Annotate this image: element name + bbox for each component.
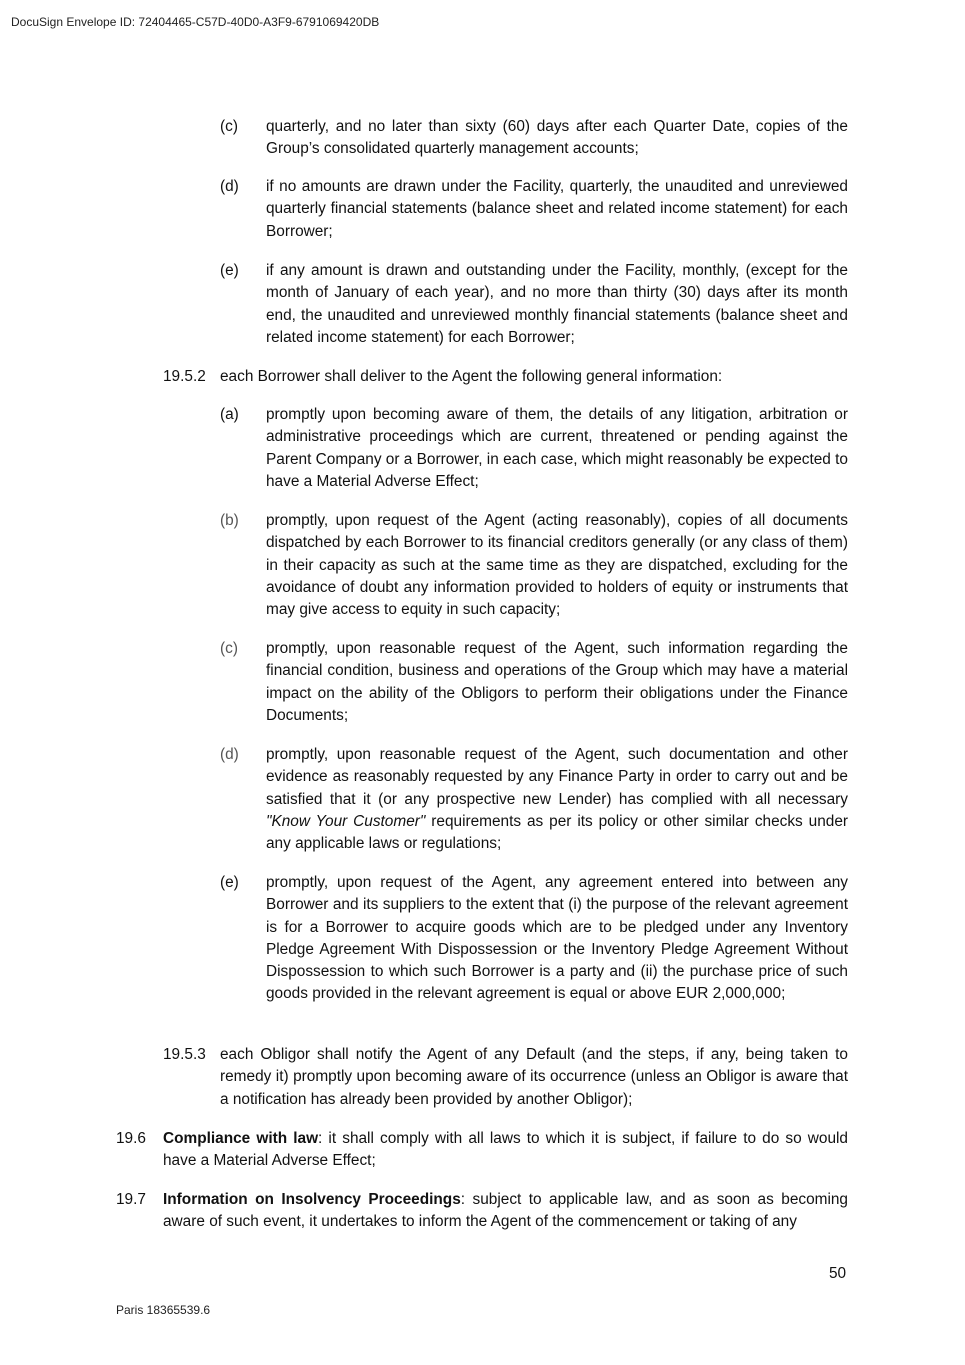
clause-body: : it shall comply with all laws to which it is subject, if failure to do so would have a Material Adverse Effect; [163,1130,848,1170]
item-label: (d) [220,746,239,763]
know-your-customer-term: "Know Your Customer" [266,812,426,830]
document-reference: Paris 18365539.6 [116,1303,211,1317]
clause-body: : subject to applicable law, and as soon as becoming aware of such event, it undertakes to inform the Agent of the commencement or taking of any [163,1191,848,1231]
item-text-part: promptly, upon reasonable request of the Agent, such documentation and other evidence as reasonably requested by any Finance Party in order to carry out and be satisfied that it (or any prospective new Lender) has complied with all necessary [266,746,848,808]
clause-number-19-5-2: 19.5.2 [163,368,206,385]
clause-number-19-5-3: 19.5.3 [163,1046,206,1063]
item-label: (c) [220,118,238,135]
clause-text-19-5-2: each Borrower shall deliver to the Agent the following general information: [220,368,723,385]
item-text: promptly, upon request of the Agent, any agreement entered into between any Borrower and its suppliers to the extent that (i) the purpose of the relevant agreement is for a Borrower to acquire goods which are to be pledged under any Inventory Pledge Agreement With Dispossession or the Inventory Pledge Agreement Without Dispossession to which such Borrower is a party and (ii) the purchase price of such goods provided in the relevant agreement is equal or above EUR 2,000,000; [266,874,848,1003]
clause-text-19-6 [163,1128,848,1173]
item-text [266,744,848,855]
clause-text-19-5-3: each Obligor shall notify the Agent of any Default (and the steps, if any, being taken to remedy it) promptly upon becoming aware of its occurrence (unless an Obligor is aware that a notification has already been provided by another Obligor); [220,1046,848,1108]
item-label: (b) [220,512,239,529]
clause-title: Compliance with law [163,1130,319,1147]
item-label: (c) [220,640,238,657]
item-text: quarterly, and no later than sixty (60) days after each Quarter Date, copies of the Group’s consolidated quarterly management accounts; [266,118,848,158]
clause-number-19-7: 19.7 [116,1191,146,1208]
item-text-part: requirements as per its policy or other similar checks under any applicable laws or regulations; [266,812,849,853]
clause-text-19-7 [163,1189,848,1234]
item-label: (e) [220,874,239,891]
docusign-envelope-id: DocuSign Envelope ID: 72404465-C57D-40D0-A3F9-6791069420DB [11,15,380,29]
clause-number-19-6: 19.6 [116,1130,146,1147]
item-label: (d) [220,178,239,195]
clause-title: Information on Insolvency Proceedings [163,1191,461,1208]
item-text: if any amount is drawn and outstanding under the Facility, monthly, (except for the month of January of each year), and no more than thirty (30) days after its month end, the unaudited and unreviewed monthly financial statements (balance sheet and related income statement) for each Borrower; [266,262,848,346]
item-text: promptly upon becoming aware of them, the details of any litigation, arbitration or administrative proceedings which are current, threatened or pending against the Parent Company or a Borrower, in each case, which might reasonably be expected to have a Material Adverse Effect; [266,406,848,490]
item-label: (a) [220,406,239,423]
item-text: if no amounts are drawn under the Facility, quarterly, the unaudited and unreviewed quarterly financial statements (balance sheet and related income statement) for each Borrower; [266,178,848,240]
item-text: promptly, upon reasonable request of the Agent, such information regarding the financial condition, business and operations of the Group which may have a material impact on the ability of the Obligors to perform their obligations under the Finance Documents; [266,640,848,724]
item-label: (e) [220,262,239,279]
item-text: promptly, upon request of the Agent (acting reasonably), copies of all documents dispatched by each Borrower to its financial creditors generally (or any class of them) in their capacity as such at the same time as they are dispatched, excluding for the avoidance of doubt any information provided to holders of equity or instruments that may give access to equity in such capacity; [266,512,848,619]
page-number: 50 [829,1265,847,1282]
